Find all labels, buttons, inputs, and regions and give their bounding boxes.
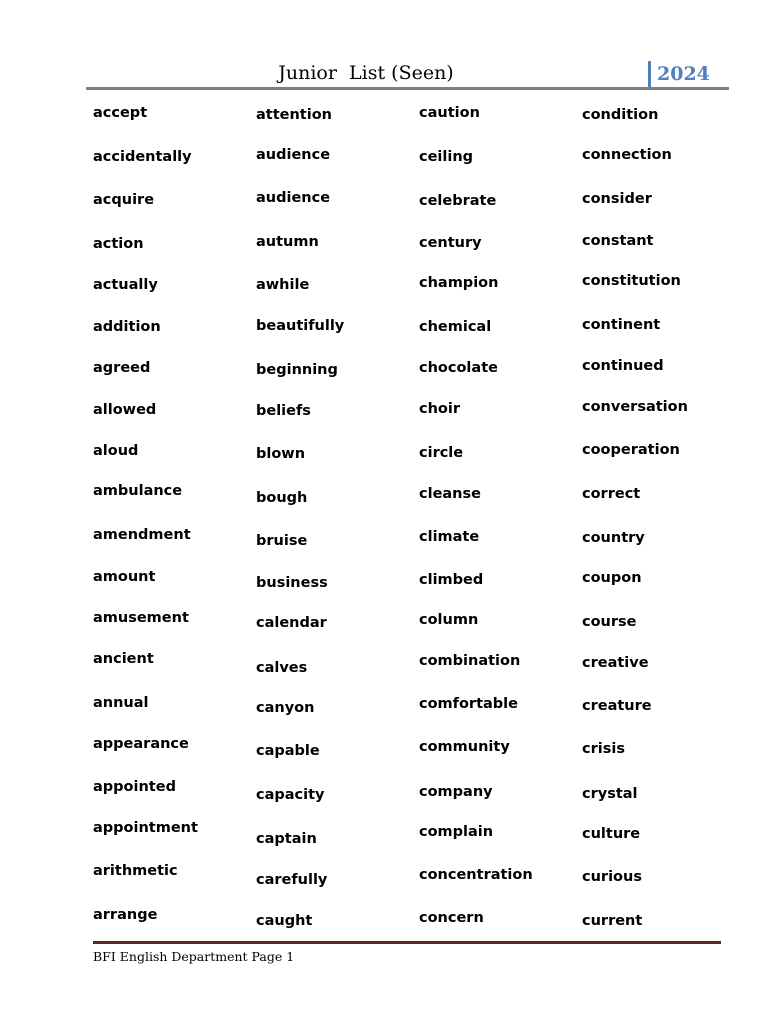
word-item: choir: [419, 401, 461, 417]
page-title: Junior List (Seen): [278, 62, 454, 84]
word-item: caught: [256, 913, 313, 929]
word-item: arrange: [93, 907, 158, 923]
word-item: crystal: [582, 786, 638, 802]
word-item: calendar: [256, 615, 327, 631]
word-item: beginning: [256, 362, 338, 378]
word-item: coupon: [582, 570, 642, 586]
word-item: ambulance: [93, 483, 183, 499]
word-item: beliefs: [256, 403, 311, 419]
word-item: cooperation: [582, 442, 680, 458]
word-item: condition: [582, 107, 659, 123]
header-year: 2024: [648, 61, 710, 87]
word-item: blown: [256, 446, 306, 462]
word-item: audience: [256, 147, 331, 163]
word-item: combination: [419, 653, 521, 669]
word-item: awhile: [256, 277, 310, 293]
word-item: beautifully: [256, 318, 345, 334]
word-item: circle: [419, 445, 464, 461]
word-item: agreed: [93, 360, 151, 376]
word-item: conversation: [582, 399, 688, 415]
word-item: arithmetic: [93, 863, 178, 879]
word-item: current: [582, 913, 643, 929]
word-item: caution: [419, 105, 480, 121]
word-item: capacity: [256, 787, 325, 803]
word-item: curious: [582, 869, 642, 885]
footer-text: BFI English Department Page 1: [93, 949, 295, 964]
word-item: accidentally: [93, 149, 192, 165]
word-item: climate: [419, 529, 480, 545]
word-item: amusement: [93, 610, 189, 626]
page-header: [86, 58, 729, 90]
word-item: action: [93, 236, 144, 252]
word-item: amount: [93, 569, 156, 585]
word-item: correct: [582, 486, 641, 502]
word-item: constant: [582, 233, 654, 249]
word-item: carefully: [256, 872, 328, 888]
word-item: community: [419, 739, 510, 755]
word-item: celebrate: [419, 193, 497, 209]
word-item: ancient: [93, 651, 154, 667]
word-item: autumn: [256, 234, 319, 250]
word-item: aloud: [93, 443, 139, 459]
word-item: culture: [582, 826, 641, 842]
word-item: chocolate: [419, 360, 498, 376]
word-item: appointment: [93, 820, 198, 836]
word-item: cleanse: [419, 486, 481, 502]
word-item: captain: [256, 831, 317, 847]
word-item: business: [256, 575, 328, 591]
word-item: creative: [582, 655, 649, 671]
word-item: audience: [256, 190, 331, 206]
word-item: concern: [419, 910, 484, 926]
word-item: ceiling: [419, 149, 474, 165]
word-item: bough: [256, 490, 308, 506]
word-item: chemical: [419, 319, 492, 335]
word-item: column: [419, 612, 479, 628]
word-item: champion: [419, 275, 499, 291]
word-item: bruise: [256, 533, 308, 549]
word-item: consider: [582, 191, 652, 207]
word-item: accept: [93, 105, 148, 121]
word-item: calves: [256, 660, 308, 676]
word-item: annual: [93, 695, 149, 711]
word-item: course: [582, 614, 637, 630]
word-item: continued: [582, 358, 664, 374]
word-item: acquire: [93, 192, 155, 208]
word-item: capable: [256, 743, 320, 759]
word-item: country: [582, 530, 645, 546]
word-item: climbed: [419, 572, 484, 588]
word-item: canyon: [256, 700, 315, 716]
word-item: comfortable: [419, 696, 518, 712]
word-item: crisis: [582, 741, 625, 757]
word-item: constitution: [582, 273, 681, 289]
word-item: complain: [419, 824, 494, 840]
footer-divider: [93, 941, 721, 944]
word-item: century: [419, 235, 482, 251]
word-item: creature: [582, 698, 652, 714]
word-item: appearance: [93, 736, 189, 752]
word-item: appointed: [93, 779, 176, 795]
word-item: amendment: [93, 527, 191, 543]
word-item: addition: [93, 319, 161, 335]
word-item: concentration: [419, 867, 533, 883]
word-item: company: [419, 784, 493, 800]
word-item: attention: [256, 107, 332, 123]
word-item: actually: [93, 277, 158, 293]
word-item: allowed: [93, 402, 157, 418]
word-item: connection: [582, 147, 672, 163]
word-item: continent: [582, 317, 661, 333]
